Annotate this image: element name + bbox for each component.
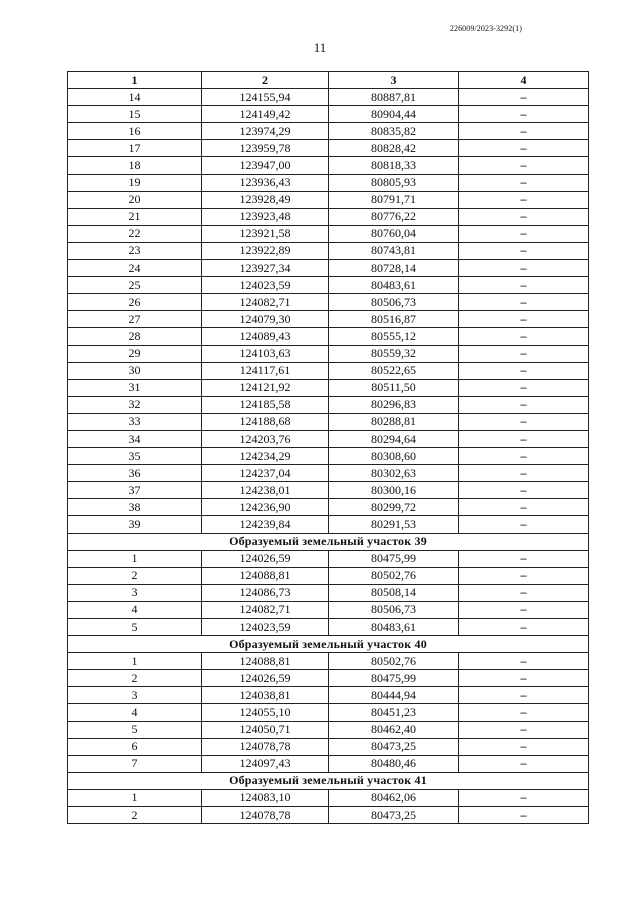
y-coordinate-cell: 80483,61 <box>329 277 459 294</box>
table-row <box>68 584 589 601</box>
point-number-cell: 25 <box>68 277 202 294</box>
y-coordinate-cell: 80818,33 <box>329 157 459 174</box>
point-number-cell: 1 <box>68 550 202 567</box>
table-row <box>68 755 589 772</box>
y-coordinate-cell: 80288,81 <box>329 413 459 430</box>
point-number-cell: 2 <box>68 807 202 824</box>
x-coordinate-cell: 124082,71 <box>202 601 329 618</box>
x-coordinate-cell: 124050,71 <box>202 721 329 738</box>
column-4-cell: – <box>459 619 589 636</box>
table-row <box>68 106 589 123</box>
x-coordinate-cell: 124023,59 <box>202 619 329 636</box>
column-4-cell: – <box>459 738 589 755</box>
y-coordinate-cell: 80300,16 <box>329 482 459 499</box>
table-row <box>68 208 589 225</box>
table-row <box>68 379 589 396</box>
point-number-cell: 18 <box>68 157 202 174</box>
point-number-cell: 3 <box>68 687 202 704</box>
x-coordinate-cell: 124155,94 <box>202 89 329 106</box>
point-number-cell: 14 <box>68 89 202 106</box>
table-row <box>68 670 589 687</box>
column-4-cell: – <box>459 789 589 806</box>
table-row <box>68 311 589 328</box>
x-coordinate-cell: 124038,81 <box>202 687 329 704</box>
x-coordinate-cell: 124023,59 <box>202 277 329 294</box>
table-row <box>68 807 589 824</box>
x-coordinate-cell: 124236,90 <box>202 499 329 516</box>
y-coordinate-cell: 80559,32 <box>329 345 459 362</box>
table-row <box>68 499 589 516</box>
column-header: 2 <box>202 72 329 89</box>
column-4-cell: – <box>459 89 589 106</box>
x-coordinate-cell: 123936,43 <box>202 174 329 191</box>
table-row <box>68 721 589 738</box>
table-row <box>68 157 589 174</box>
column-4-cell: – <box>459 755 589 772</box>
x-coordinate-cell: 124149,42 <box>202 106 329 123</box>
y-coordinate-cell: 80828,42 <box>329 140 459 157</box>
point-number-cell: 5 <box>68 721 202 738</box>
y-coordinate-cell: 80291,53 <box>329 516 459 533</box>
y-coordinate-cell: 80835,82 <box>329 123 459 140</box>
column-4-cell: – <box>459 807 589 824</box>
y-coordinate-cell: 80480,46 <box>329 755 459 772</box>
column-4-cell: – <box>459 191 589 208</box>
point-number-cell: 35 <box>68 448 202 465</box>
point-number-cell: 2 <box>68 567 202 584</box>
point-number-cell: 34 <box>68 430 202 447</box>
x-coordinate-cell: 124026,59 <box>202 670 329 687</box>
x-coordinate-cell: 123927,34 <box>202 260 329 277</box>
x-coordinate-cell: 124086,73 <box>202 584 329 601</box>
table-row <box>68 789 589 806</box>
y-coordinate-cell: 80887,81 <box>329 89 459 106</box>
column-4-cell: – <box>459 430 589 447</box>
table-row <box>68 294 589 311</box>
table-row <box>68 242 589 259</box>
x-coordinate-cell: 123947,00 <box>202 157 329 174</box>
x-coordinate-cell: 123923,48 <box>202 208 329 225</box>
column-header: 4 <box>459 72 589 89</box>
column-4-cell: – <box>459 584 589 601</box>
column-4-cell: – <box>459 704 589 721</box>
y-coordinate-cell: 80743,81 <box>329 242 459 259</box>
x-coordinate-cell: 124117,61 <box>202 362 329 379</box>
y-coordinate-cell: 80302,63 <box>329 465 459 482</box>
column-4-cell: – <box>459 260 589 277</box>
table-row <box>68 738 589 755</box>
table-row <box>68 550 589 567</box>
column-4-cell: – <box>459 448 589 465</box>
column-4-cell: – <box>459 106 589 123</box>
column-4-cell: – <box>459 499 589 516</box>
table-row <box>68 362 589 379</box>
y-coordinate-cell: 80308,60 <box>329 448 459 465</box>
point-number-cell: 36 <box>68 465 202 482</box>
point-number-cell: 19 <box>68 174 202 191</box>
y-coordinate-cell: 80296,83 <box>329 396 459 413</box>
x-coordinate-cell: 124026,59 <box>202 550 329 567</box>
column-4-cell: – <box>459 328 589 345</box>
x-coordinate-cell: 123921,58 <box>202 225 329 242</box>
point-number-cell: 15 <box>68 106 202 123</box>
table-row <box>68 89 589 106</box>
column-4-cell: – <box>459 687 589 704</box>
x-coordinate-cell: 124097,43 <box>202 755 329 772</box>
y-coordinate-cell: 80473,25 <box>329 738 459 755</box>
x-coordinate-cell: 123959,78 <box>202 140 329 157</box>
point-number-cell: 32 <box>68 396 202 413</box>
x-coordinate-cell: 124083,10 <box>202 789 329 806</box>
section-header-row <box>68 636 589 653</box>
point-number-cell: 21 <box>68 208 202 225</box>
y-coordinate-cell: 80473,25 <box>329 807 459 824</box>
table-header-row <box>68 72 589 89</box>
table-row <box>68 260 589 277</box>
column-4-cell: – <box>459 482 589 499</box>
y-coordinate-cell: 80904,44 <box>329 106 459 123</box>
table-row <box>68 653 589 670</box>
point-number-cell: 6 <box>68 738 202 755</box>
point-number-cell: 26 <box>68 294 202 311</box>
point-number-cell: 24 <box>68 260 202 277</box>
point-number-cell: 22 <box>68 225 202 242</box>
column-4-cell: – <box>459 396 589 413</box>
section-header-row <box>68 772 589 789</box>
table-body <box>68 89 589 824</box>
table-row <box>68 601 589 618</box>
point-number-cell: 31 <box>68 379 202 396</box>
y-coordinate-cell: 80299,72 <box>329 499 459 516</box>
column-4-cell: – <box>459 242 589 259</box>
column-4-cell: – <box>459 601 589 618</box>
x-coordinate-cell: 124239,84 <box>202 516 329 533</box>
table-row <box>68 345 589 362</box>
point-number-cell: 39 <box>68 516 202 533</box>
x-coordinate-cell: 124103,63 <box>202 345 329 362</box>
point-number-cell: 1 <box>68 653 202 670</box>
table-row <box>68 687 589 704</box>
table-row <box>68 465 589 482</box>
column-4-cell: – <box>459 140 589 157</box>
table-row <box>68 277 589 294</box>
x-coordinate-cell: 124238,01 <box>202 482 329 499</box>
column-4-cell: – <box>459 294 589 311</box>
point-number-cell: 20 <box>68 191 202 208</box>
x-coordinate-cell: 124078,78 <box>202 807 329 824</box>
point-number-cell: 16 <box>68 123 202 140</box>
y-coordinate-cell: 80522,65 <box>329 362 459 379</box>
table-row <box>68 482 589 499</box>
section-title: Образуемый земельный участок 39 <box>68 533 589 550</box>
x-coordinate-cell: 124088,81 <box>202 653 329 670</box>
x-coordinate-cell: 124237,04 <box>202 465 329 482</box>
y-coordinate-cell: 80776,22 <box>329 208 459 225</box>
point-number-cell: 28 <box>68 328 202 345</box>
y-coordinate-cell: 80451,23 <box>329 704 459 721</box>
table-row <box>68 704 589 721</box>
x-coordinate-cell: 124188,68 <box>202 413 329 430</box>
y-coordinate-cell: 80805,93 <box>329 174 459 191</box>
x-coordinate-cell: 123922,89 <box>202 242 329 259</box>
x-coordinate-cell: 124234,29 <box>202 448 329 465</box>
point-number-cell: 4 <box>68 601 202 618</box>
column-4-cell: – <box>459 311 589 328</box>
point-number-cell: 38 <box>68 499 202 516</box>
column-4-cell: – <box>459 653 589 670</box>
y-coordinate-cell: 80444,94 <box>329 687 459 704</box>
table-row <box>68 516 589 533</box>
x-coordinate-cell: 124088,81 <box>202 567 329 584</box>
table-row <box>68 430 589 447</box>
section-title: Образуемый земельный участок 41 <box>68 772 589 789</box>
x-coordinate-cell: 123928,49 <box>202 191 329 208</box>
y-coordinate-cell: 80294,64 <box>329 430 459 447</box>
y-coordinate-cell: 80506,73 <box>329 601 459 618</box>
x-coordinate-cell: 124055,10 <box>202 704 329 721</box>
point-number-cell: 30 <box>68 362 202 379</box>
table-row <box>68 619 589 636</box>
column-4-cell: – <box>459 208 589 225</box>
point-number-cell: 27 <box>68 311 202 328</box>
table-row <box>68 413 589 430</box>
y-coordinate-cell: 80791,71 <box>329 191 459 208</box>
y-coordinate-cell: 80511,50 <box>329 379 459 396</box>
column-header: 3 <box>329 72 459 89</box>
column-4-cell: – <box>459 465 589 482</box>
column-4-cell: – <box>459 413 589 430</box>
column-4-cell: – <box>459 379 589 396</box>
point-number-cell: 37 <box>68 482 202 499</box>
table-row <box>68 328 589 345</box>
point-number-cell: 2 <box>68 670 202 687</box>
table-row <box>68 225 589 242</box>
y-coordinate-cell: 80760,04 <box>329 225 459 242</box>
x-coordinate-cell: 124082,71 <box>202 294 329 311</box>
column-4-cell: – <box>459 721 589 738</box>
column-4-cell: – <box>459 567 589 584</box>
x-coordinate-cell: 124121,92 <box>202 379 329 396</box>
x-coordinate-cell: 123974,29 <box>202 123 329 140</box>
y-coordinate-cell: 80516,87 <box>329 311 459 328</box>
y-coordinate-cell: 80483,61 <box>329 619 459 636</box>
column-4-cell: – <box>459 670 589 687</box>
x-coordinate-cell: 124185,58 <box>202 396 329 413</box>
column-4-cell: – <box>459 362 589 379</box>
y-coordinate-cell: 80508,14 <box>329 584 459 601</box>
section-header-row <box>68 533 589 550</box>
table-row <box>68 567 589 584</box>
y-coordinate-cell: 80475,99 <box>329 670 459 687</box>
column-4-cell: – <box>459 550 589 567</box>
point-number-cell: 33 <box>68 413 202 430</box>
table-row <box>68 174 589 191</box>
document-id: 226009/2023-3292(1) <box>449 24 522 33</box>
point-number-cell: 1 <box>68 789 202 806</box>
table-row <box>68 123 589 140</box>
point-number-cell: 7 <box>68 755 202 772</box>
x-coordinate-cell: 124089,43 <box>202 328 329 345</box>
column-4-cell: – <box>459 277 589 294</box>
point-number-cell: 5 <box>68 619 202 636</box>
table-row <box>68 140 589 157</box>
y-coordinate-cell: 80506,73 <box>329 294 459 311</box>
column-4-cell: – <box>459 174 589 191</box>
y-coordinate-cell: 80728,14 <box>329 260 459 277</box>
y-coordinate-cell: 80555,12 <box>329 328 459 345</box>
x-coordinate-cell: 124079,30 <box>202 311 329 328</box>
point-number-cell: 23 <box>68 242 202 259</box>
y-coordinate-cell: 80502,76 <box>329 653 459 670</box>
section-title: Образуемый земельный участок 40 <box>68 636 589 653</box>
x-coordinate-cell: 124203,76 <box>202 430 329 447</box>
point-number-cell: 3 <box>68 584 202 601</box>
y-coordinate-cell: 80475,99 <box>329 550 459 567</box>
y-coordinate-cell: 80462,06 <box>329 789 459 806</box>
x-coordinate-cell: 124078,78 <box>202 738 329 755</box>
point-number-cell: 17 <box>68 140 202 157</box>
column-4-cell: – <box>459 157 589 174</box>
y-coordinate-cell: 80462,40 <box>329 721 459 738</box>
column-4-cell: – <box>459 345 589 362</box>
point-number-cell: 29 <box>68 345 202 362</box>
page-number: 11 <box>313 40 327 55</box>
table-row <box>68 191 589 208</box>
column-header: 1 <box>68 72 202 89</box>
coordinates-table <box>67 71 589 824</box>
point-number-cell: 4 <box>68 704 202 721</box>
column-4-cell: – <box>459 123 589 140</box>
table-row <box>68 396 589 413</box>
column-4-cell: – <box>459 516 589 533</box>
column-4-cell: – <box>459 225 589 242</box>
y-coordinate-cell: 80502,76 <box>329 567 459 584</box>
table-row <box>68 448 589 465</box>
